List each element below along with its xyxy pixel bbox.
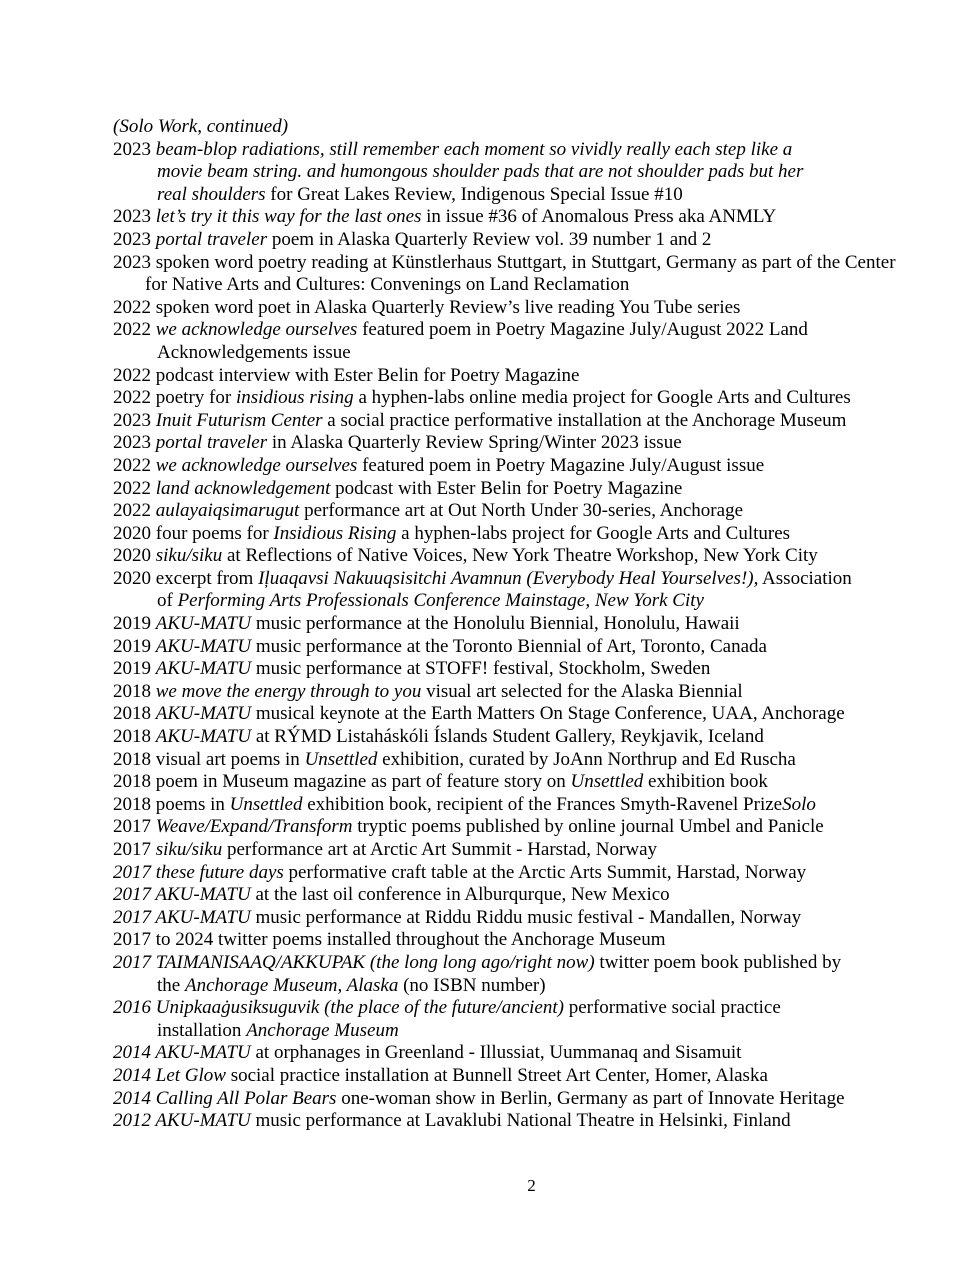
entry-text-italic: 2017 AKU-MATU [113, 884, 251, 906]
entry-text: social practice installation at Bunnell Street Art Center, Homer, Alaska [225, 1064, 768, 1086]
entry-text-italic: portal traveler [155, 432, 268, 454]
entry-line [113, 1020, 953, 1043]
entry-text-italic: Unsettled [570, 771, 644, 793]
entry-text: 2018 visual art poems in [113, 748, 305, 770]
entry-text-italic: Inuit Futurism Center [155, 409, 323, 431]
entry-text: 2022 [113, 477, 156, 499]
entry-line [113, 568, 953, 591]
entry-line [113, 500, 953, 523]
entry-text-italic: Unsettled [229, 793, 303, 815]
entry-text-italic: beam-blop radiations, still remember each moment so vividly really each step like a [155, 138, 793, 160]
entry-text: at orphanages in Greenland - Illussiat, Uummanaq and Sisamuit [250, 1042, 742, 1064]
entry-text: performative craft table at the Arctic Arts Summit, Harstad, Norway [283, 861, 807, 883]
entry-text: featured poem in Poetry Magazine July/August 2022 Land [357, 319, 808, 341]
entry-text: Association [758, 567, 852, 589]
entry-text: at RÝMD Listaháskóli Íslands Student Gallery, Reykjavik, Iceland [251, 726, 764, 748]
entry-text-italic: we acknowledge ourselves [155, 454, 358, 476]
entry-text: 2018 [113, 680, 156, 702]
entry-line [113, 726, 953, 749]
entry-text-italic: AKU-MATU [155, 726, 252, 748]
entry-line [113, 816, 953, 839]
entry-line [113, 794, 953, 817]
entry-text: musical keynote at the Earth Matters On Stage Conference, UAA, Anchorage [251, 703, 845, 725]
entry-line [113, 116, 953, 139]
entry-line [113, 206, 953, 229]
entry-text-italic: movie beam string. and humongous shoulder pads that are not shoulder pads but her [157, 161, 804, 183]
entry-line [113, 929, 953, 952]
entry-text-italic: real shoulders [157, 183, 266, 205]
entry-line [113, 681, 953, 704]
entry-text: performance art at Arctic Art Summit - Harstad, Norway [222, 839, 657, 860]
entry-line [113, 387, 953, 410]
entry-text: exhibition book, recipient of the Frances Smyth-Ravenel Prize [302, 793, 783, 815]
entry-text-italic: 2014 Let Glow [113, 1064, 226, 1086]
entry-text: exhibition book [643, 771, 768, 793]
entry-line [113, 410, 953, 433]
entry-line [113, 342, 953, 365]
entry-line [113, 184, 953, 207]
entry-text: music performance at Lavaklubi National Theatre in Helsinki, Finland [250, 1110, 791, 1132]
entry-line [113, 139, 953, 162]
entry-text: of [157, 590, 178, 612]
entry-text: 2023 [113, 206, 156, 228]
entry-text: 2022 [113, 319, 156, 341]
entry-text: 2022 [113, 454, 156, 476]
entry-line [113, 658, 953, 681]
entry-text: for Great Lakes Review, Indigenous Special Issue #10 [265, 183, 683, 205]
entry-text: 2020 four poems for [113, 522, 274, 544]
entry-text: performance art at Out North Under 30-series, Anchorage [299, 500, 744, 522]
entry-line [113, 229, 953, 252]
entry-line [113, 703, 953, 726]
entry-text: 2023 [113, 409, 156, 431]
entry-text: 2022 poetry for [113, 387, 236, 409]
entry-text: 2023 [113, 138, 156, 160]
entry-text-italic: Performing Arts Professionals Conference Mainstage, New York City [177, 590, 704, 612]
entry-text: visual art selected for the Alaska Biennial [421, 680, 743, 702]
entry-text-italic: we acknowledge ourselves [155, 319, 358, 341]
entry-text: 2020 [113, 545, 156, 567]
entry-text: one-woman show in Berlin, Germany as part of Innovate Heritage [336, 1087, 845, 1109]
entry-text: at the last oil conference in Alburqurque, New Mexico [250, 884, 670, 906]
entry-text: music performance at the Honolulu Biennial, Honolulu, Hawaii [251, 613, 740, 635]
entry-text-italic: 2012 AKU-MATU [113, 1110, 251, 1132]
entry-text: music performance at the Toronto Biennial of Art, Toronto, Canada [251, 635, 767, 657]
entry-text: 2017 to 2024 twitter poems installed throughout the Anchorage Museum [113, 929, 666, 951]
entry-line [113, 252, 953, 275]
entry-text-italic: 2017 these future days [113, 861, 284, 883]
entry-text-italic: 2017 TAIMANISAAQ/AKKUPAK (the long long ago/right now) [113, 951, 595, 973]
entry-text: 2019 [113, 613, 156, 635]
entry-text: 2022 spoken word poet in Alaska Quarterly Review’s live reading You Tube series [113, 296, 741, 318]
entry-line [113, 523, 953, 546]
entry-text: 2023 [113, 228, 156, 250]
entry-text: 2019 [113, 635, 156, 657]
entry-text-italic: let’s try it this way for the last ones [155, 206, 422, 228]
entry-text: 2018 poem in Museum magazine as part of feature story on [113, 771, 571, 793]
entry-text: 2023 spoken word poetry reading at Künstlerhaus Stuttgart, in Stuttgart, Germany as part of the Center [113, 251, 896, 273]
entry-text: 2022 podcast interview with Ester Belin for Poetry Magazine [113, 364, 580, 386]
entry-line [113, 590, 953, 613]
entry-line [113, 161, 953, 184]
entry-line [113, 975, 953, 998]
entry-text: 2023 [113, 432, 156, 454]
entry-line [113, 952, 953, 975]
entry-text: for Native Arts and Cultures: Convenings on Land Reclamation [145, 274, 630, 296]
entry-text: podcast with Ester Belin for Poetry Magazine [330, 477, 683, 499]
entry-text-italic: Iļuaqavsi Nakuuqsisitchi Avamnun (Everybody Heal Yourselves!), [258, 567, 759, 589]
entry-line [113, 1088, 953, 1111]
entry-line [113, 1065, 953, 1088]
entry-text-italic: Unsettled [304, 748, 378, 770]
entry-text: in issue #36 of Anomalous Press aka ANMLY [421, 206, 777, 228]
entry-line [113, 907, 953, 930]
entry-text: at Reflections of Native Voices, New York Theatre Workshop, New York City [222, 545, 818, 567]
entry-line [113, 862, 953, 885]
entry-text: 2018 poems in [113, 793, 230, 815]
entry-text-italic: we move the energy through to you [155, 680, 422, 702]
entry-line [113, 455, 953, 478]
entry-line [113, 749, 953, 772]
entry-text-italic: 2016 Unipkaaġusiksuguvik (the place of the future/ancient) [113, 997, 564, 1019]
entry-text-italic: Anchorage Museum [246, 1019, 399, 1041]
entry-text-italic: siku/siku [155, 545, 223, 567]
entry-line [113, 636, 953, 659]
entry-text: in Alaska Quarterly Review Spring/Winter 2023 issue [267, 432, 682, 454]
entry-text-italic: AKU-MATU [155, 613, 252, 635]
entry-text: 2017 [113, 816, 156, 838]
entry-text: a social practice performative installation at the Anchorage Museum [322, 409, 847, 431]
entry-text-italic: land acknowledgement [155, 477, 331, 499]
entry-line [113, 297, 953, 320]
entry-text: twitter poem book published by [594, 951, 842, 973]
entry-text: (no ISBN number) [398, 974, 546, 996]
entry-text-italic: 2014 AKU-MATU [113, 1042, 251, 1064]
entry-line [113, 1042, 953, 1065]
entry-text: 2017 [113, 839, 156, 860]
entry-text-italic: Insidious Rising [273, 522, 397, 544]
entry-text-italic: 2014 Calling All Polar Bears [113, 1087, 337, 1109]
entry-text: tryptic poems published by online journal Umbel and Panicle [352, 816, 824, 838]
entry-text-italic: 2017 AKU-MATU [113, 906, 251, 928]
entry-text-italic: siku/siku [155, 839, 223, 860]
entry-text: 2019 [113, 658, 156, 680]
entry-text-italic: AKU-MATU [155, 658, 252, 680]
entry-text: installation [157, 1019, 247, 1041]
entry-line [113, 997, 953, 1020]
entry-text-italic: portal traveler [155, 228, 268, 250]
entry-text: featured poem in Poetry Magazine July/August issue [357, 454, 765, 476]
entry-text-italic: Anchorage Museum, Alaska [184, 974, 399, 996]
entry-text: 2018 [113, 726, 156, 748]
entry-text: poem in Alaska Quarterly Review vol. 39 number 1 and 2 [267, 228, 712, 250]
entry-text: a hyphen-labs project for Google Arts and Cultures [396, 522, 791, 544]
entry-text: a hyphen-labs online media project for Google Arts and Cultures [353, 387, 851, 409]
entry-line [113, 545, 953, 568]
entry-line [113, 319, 953, 342]
entry-text: 2018 [113, 703, 156, 725]
entry-line [113, 365, 953, 388]
entry-line [113, 478, 953, 501]
entry-text: exhibition, curated by JoAnn Northrup and Ed Ruscha [377, 748, 796, 770]
solo-work-list [113, 116, 953, 1133]
page-number: 2 [527, 1176, 536, 1195]
entry-text-italic: insidious rising [235, 387, 354, 409]
entry-text-italic: Solo [782, 793, 816, 815]
entry-text: 2022 [113, 500, 156, 522]
entry-text: Acknowledgements issue [157, 341, 351, 363]
entry-line [113, 274, 953, 297]
entry-line [113, 884, 953, 907]
entry-text-italic: AKU-MATU [155, 703, 252, 725]
entry-text-italic: aulayaiqsimarugut [155, 500, 300, 522]
entry-text: music performance at Riddu Riddu music festival - Mandallen, Norway [250, 906, 802, 928]
entry-text: music performance at STOFF! festival, Stockholm, Sweden [251, 658, 711, 680]
entry-line [113, 771, 953, 794]
entry-text: the [157, 974, 185, 996]
entry-line [113, 1110, 953, 1133]
entry-text: 2020 excerpt from [113, 567, 259, 589]
entry-line [113, 432, 953, 455]
entry-line [113, 613, 953, 636]
entry-line [113, 839, 953, 862]
entry-text-italic: (Solo Work, continued) [113, 116, 289, 137]
entry-text-italic: Weave/Expand/Transform [155, 816, 353, 838]
entry-text: performative social practice [563, 997, 781, 1019]
entry-text-italic: AKU-MATU [155, 635, 252, 657]
